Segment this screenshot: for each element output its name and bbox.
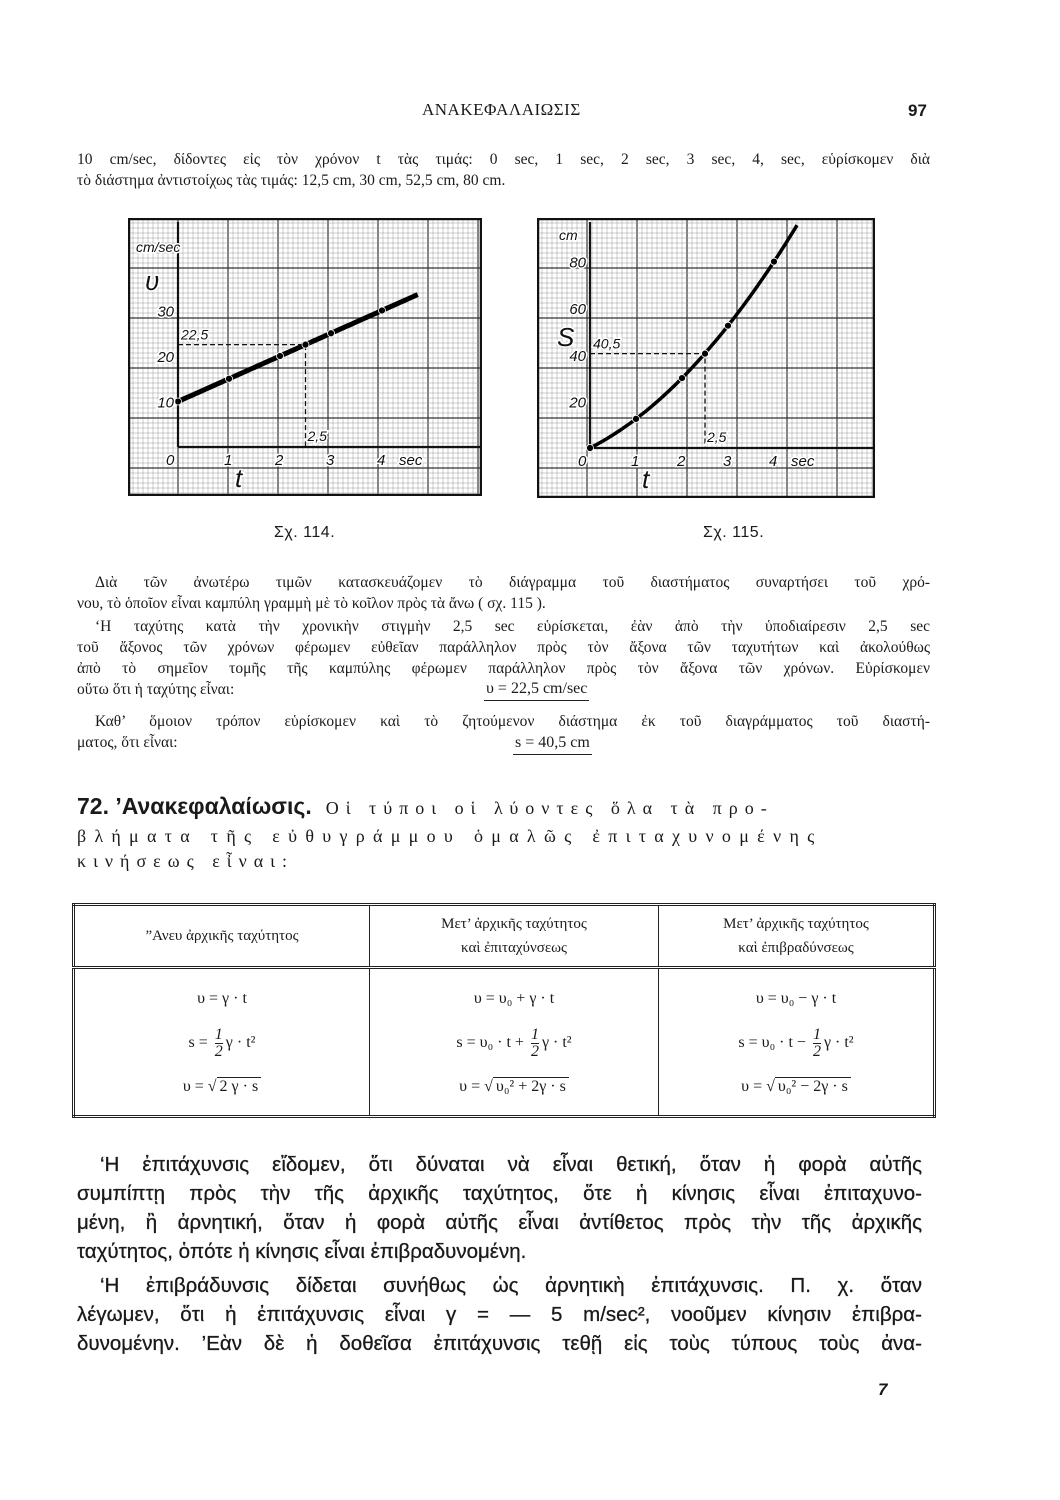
y-unit-label: cm <box>559 227 578 243</box>
annotation-x-label: 2,5 <box>307 428 327 444</box>
data-point <box>633 415 640 422</box>
data-point <box>725 322 732 329</box>
y-tick-label: 80 <box>569 254 586 272</box>
x-tick-label: 1 <box>224 452 233 469</box>
annotation-y-label: 22,5 <box>181 326 209 343</box>
paragraph-line: μένη, ἢ ἀρνητική, ὅταν ἡ φορὰ αὐτῆς εἶναι ἀντίθετος πρὸς τὴν τῆς ἀρχικῆς <box>77 1211 922 1234</box>
intro-line: 10 cm/sec, δίδοντες εἰς τὸν χρόνον t τὰς τιμάς: 0 sec, 1 sec, 2 sec, 3 sec, 4, sec, εὑρίσκομεν διὰ <box>77 151 930 168</box>
paragraph-line: ταχύτητος, ὁπότε ἡ κίνησις εἶναι ἐπιβραδυνομένη. <box>77 1240 527 1263</box>
velocity-result: υ = 22,5 cm/sec <box>484 680 589 701</box>
table-header: Μετ’ ἀρχικῆς ταχύτητος καὶ ἐπιταχύνσεως <box>370 905 659 968</box>
annotation-point <box>702 350 709 357</box>
table-header: Μετ’ ἀρχικῆς ταχύτητος καὶ ἐπιβραδύνσεως <box>659 905 935 968</box>
x-tick-label: 2 <box>275 452 284 469</box>
signature-mark: 7 <box>878 1380 888 1399</box>
y-unit-label: cm/sec <box>136 239 181 255</box>
y-tick-label: 20 <box>157 349 174 366</box>
x-tick-label: 4 <box>377 452 386 469</box>
x-tick-label: 4 <box>769 453 778 470</box>
section-text: Οἱ τύποι οἱ λύοντες ὅλα τὰ προ- <box>325 798 774 818</box>
data-point <box>379 307 386 314</box>
paragraph-line: νου, τὸ ὁποῖον εἶναι καμπύλη γραμμὴ μὲ τὸ κοῖλον πρὸς τὰ ἄνω ( σχ. 115 ). <box>77 595 546 612</box>
section-text: βλήματα τῆς εὐθυγράμμου ὁμαλῶς ἐπιταχυνομένης <box>77 826 823 846</box>
section-heading: 72. ’Ανακεφαλαίωσις. <box>77 793 312 819</box>
x-tick-label: 1 <box>631 453 640 470</box>
paragraph-line: λέγωμεν, ὅτι ἡ ἐπιτάχυνσις εἶναι γ = — 5 m/sec², νοοῦμεν κίνησιν ἐπιβρα- <box>77 1303 922 1326</box>
x-tick-label: 3 <box>723 453 732 470</box>
x-unit-label: sec <box>791 453 815 470</box>
formulas-table <box>72 903 936 1118</box>
annotation-y-label: 40,5 <box>593 335 621 352</box>
data-point <box>771 258 778 265</box>
velocity-formula: υ = γ · t <box>197 990 247 1007</box>
velocity-distance-formula: υ = √ υ₀² − 2γ · s <box>659 1065 933 1109</box>
velocity-formula: υ = υ₀ + γ · t <box>473 990 555 1007</box>
page-number: 97 <box>908 101 927 120</box>
paragraph-line: ἀπὸ τὸ σημεῖον τομῆς τῆς καμπύλης φέρωμεν παράλληλον πρὸς τὸν ἄξονα τῶν χρόνων. Εὑρίσκομεν <box>77 660 930 677</box>
y-tick-label: 40 <box>569 347 586 365</box>
paragraph-line: δυνομένην. ’Εὰν δὲ ἡ δοθεῖσα ἐπιτάχυνσις τεθῇ εἰς τοὺς τύπους τοὺς ἀνα- <box>77 1332 922 1355</box>
distance-formula: s = $\frac{1}{2}$ γ · t² <box>188 1025 256 1060</box>
table-header: ”Ανευ ἀρχικῆς ταχύτητος <box>74 905 370 968</box>
x-tick-label: 0 <box>578 453 587 470</box>
annotation-point <box>302 341 309 348</box>
paragraph-line: τοῦ ἄξονος τῶν χρόνων φέρωμεν εὐθεῖαν παράλληλον πρὸς τὸν ἄξονα τῶν ταχυτήτων καὶ ἀκολούθως <box>77 639 930 656</box>
velocity-formula: υ = υ₀ − γ · t <box>755 990 837 1007</box>
x-axis-label: t <box>235 463 243 493</box>
x-tick-label: 3 <box>326 452 335 469</box>
annotation-x-label: 2,5 <box>707 429 727 445</box>
velocity-distance-formula: υ = √ υ₀² + 2γ · s <box>370 1065 658 1109</box>
distance-result: s = 40,5 cm <box>513 734 592 755</box>
running-title: ΑΝΑΚΕΦΑΛΑΙΩΣΙΣ <box>422 100 581 119</box>
data-point <box>226 375 233 382</box>
x-tick-label: 0 <box>166 452 175 469</box>
data-point <box>175 398 182 405</box>
data-point <box>679 375 686 382</box>
distance-formula: s = υ₀ · t + $\frac{1}{2}$ γ · t² <box>456 1025 572 1060</box>
section-text: κινήσεως εἶναι: <box>77 851 295 871</box>
figure-114-velocity-chart <box>128 218 482 496</box>
paragraph-line: Διὰ τῶν ἀνωτέρω τιμῶν κατασκευάζομεν τὸ διάγραμμα τοῦ διαστήματος συναρτήσει τοῦ χρό- <box>95 574 930 591</box>
y-tick-label: 20 <box>569 394 586 412</box>
x-tick-label: 2 <box>677 453 686 470</box>
formula-cell <box>659 968 935 1117</box>
data-point <box>277 353 284 360</box>
figure-115-caption: Σχ. 115. <box>703 524 765 541</box>
velocity-distance-formula: υ = √ 2 γ · s <box>75 1065 369 1109</box>
intro-line: τὸ διάστημα ἀντιστοίχως τὰς τιμάς: 12,5 cm, 30 cm, 52,5 cm, 80 cm. <box>77 172 506 189</box>
y-tick-label: 60 <box>569 301 586 319</box>
x-unit-label: sec <box>399 452 423 469</box>
data-point <box>587 445 594 452</box>
x-axis-label: t <box>642 464 650 494</box>
y-axis-label: S <box>557 322 575 352</box>
distance-formula: s = υ₀ · t − $\frac{1}{2}$ γ · t² <box>738 1025 854 1060</box>
formula-cell <box>74 968 370 1117</box>
y-axis-label: υ <box>145 266 160 296</box>
paragraph-line: οὕτω ὅτι ἡ ταχύτης εἶναι: <box>77 681 235 698</box>
formula-cell <box>370 968 659 1117</box>
figure-114-caption: Σχ. 114. <box>274 524 336 541</box>
y-tick-label: 10 <box>157 394 174 412</box>
data-point <box>328 330 335 337</box>
paragraph-line: συμπίπτῃ πρὸς τὴν τῆς ἀρχικῆς ταχύτητος, ὅτε ἡ κίνησις εἶναι ἐπιταχυνο- <box>77 1182 922 1205</box>
figure-115-distance-chart <box>537 218 875 498</box>
paragraph-line: ματος, ὅτι εἶναι: <box>77 734 178 751</box>
paragraph-line: Καθ’ ὅμοιον τρόπον εὑρίσκομεν καὶ τὸ ζητούμενον διάστημα ἐκ τοῦ διαγράμματος τοῦ διαστή- <box>95 713 930 730</box>
y-tick-label: 30 <box>157 303 174 321</box>
paragraph-line: ‘Η ἐπιβράδυνσις δίδεται συνήθως ὡς ἀρνητικὴ ἐπιτάχυνσις. Π. χ. ὅταν <box>100 1274 922 1297</box>
paragraph-line: ‘Η ἐπιτάχυνσις εἴδομεν, ὅτι δύναται νὰ εἶναι θετική, ὅταν ἡ φορὰ αὐτῆς <box>100 1153 922 1176</box>
paragraph-line: ‘Η ταχύτης κατὰ τὴν χρονικὴν στιγμὴν 2,5 sec εὑρίσκεται, ἐὰν ἀπὸ τὴν ὑποδιαίρεσιν 2,5 sec <box>95 618 930 635</box>
